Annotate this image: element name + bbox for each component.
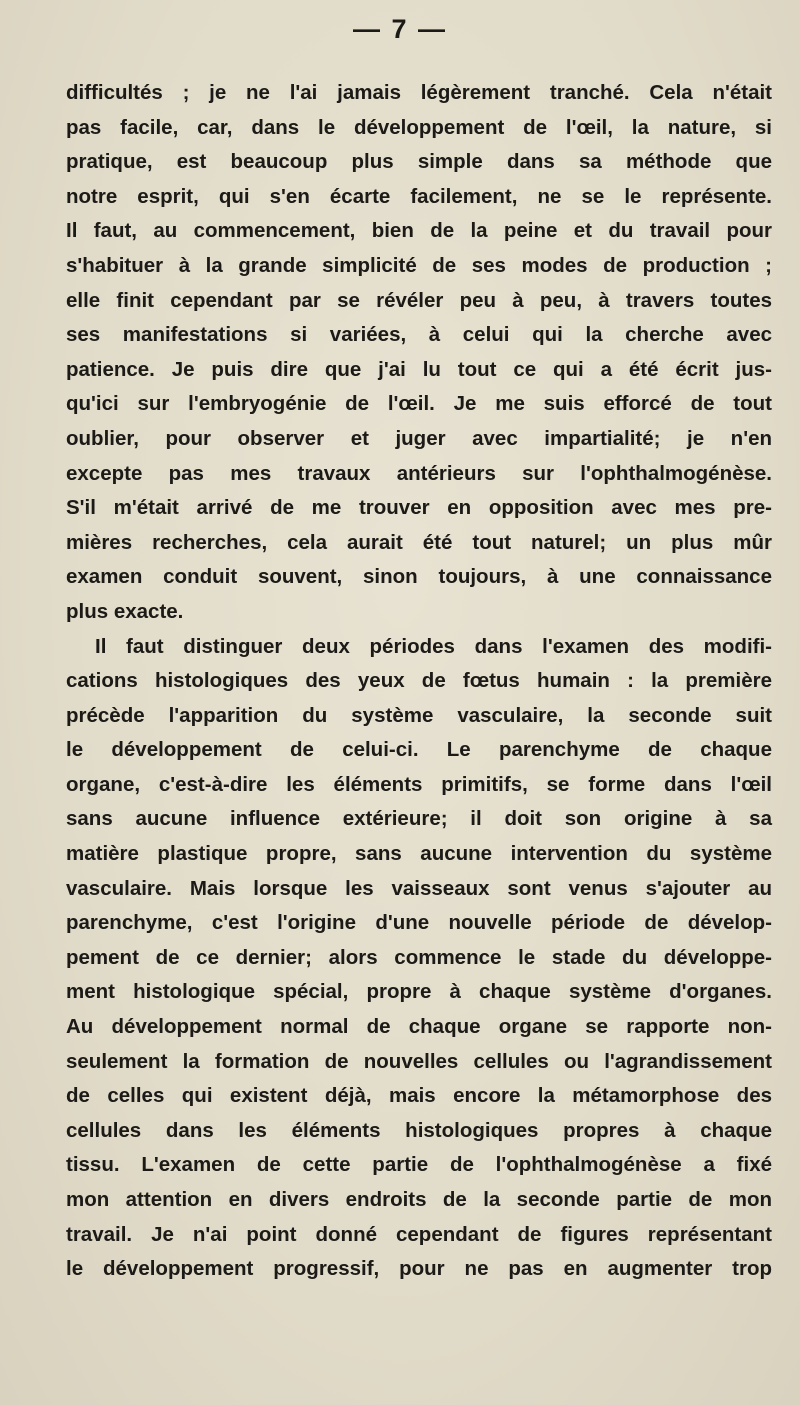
text-line: Il faut, au commencement, bien de la peine et du travail pour bbox=[66, 219, 772, 243]
text-line: examen conduit souvent, sinon toujours, à une connaissance bbox=[66, 565, 772, 589]
text-line: qu'ici sur l'embryogénie de l'œil. Je me suis efforcé de tout bbox=[66, 392, 772, 416]
text-line: seulement la formation de nouvelles cellules ou l'agrandissement bbox=[66, 1049, 772, 1073]
text-line: S'il m'était arrivé de me trouver en opposition avec mes pre- bbox=[66, 496, 772, 520]
text-line: pas facile, car, dans le développement de l'œil, la nature, si bbox=[66, 115, 772, 139]
text-line: pement de ce dernier; alors commence le stade du développe- bbox=[66, 945, 772, 969]
text-line: ment histologique spécial, propre à chaque système d'organes. bbox=[66, 980, 772, 1004]
text-line: ses manifestations si variées, à celui qui la cherche avec bbox=[66, 323, 772, 347]
text-line: travail. Je n'ai point donné cependant de figures représentant bbox=[66, 1222, 772, 1246]
text-line: excepte pas mes travaux antérieurs sur l'ophthalmogénèse. bbox=[66, 461, 772, 485]
text-line: pratique, est beaucoup plus simple dans sa méthode que bbox=[66, 150, 772, 174]
text-line: plus exacte. bbox=[66, 599, 184, 623]
text-line: de celles qui existent déjà, mais encore la métamorphose des bbox=[66, 1084, 772, 1108]
text-line: difficultés ; je ne l'ai jamais légèrement tranché. Cela n'était bbox=[66, 81, 772, 104]
text-line: cations histologiques des yeux de fœtus humain : la première bbox=[66, 669, 772, 693]
text-line: Au développement normal de chaque organe se rapporte non- bbox=[66, 1015, 772, 1039]
text-line: Il faut distinguer deux périodes dans l'examen des modifi- bbox=[95, 634, 772, 658]
text-line: sans aucune influence extérieure; il doit son origine à sa bbox=[66, 807, 772, 831]
text-line: matière plastique propre, sans aucune intervention du système bbox=[66, 842, 772, 866]
text-line: le développement progressif, pour ne pas en augmenter trop bbox=[66, 1257, 772, 1281]
body-text bbox=[66, 76, 772, 1287]
text-line: organe, c'est-à-dire les éléments primitifs, se forme dans l'œil bbox=[66, 772, 772, 796]
text-line: cellules dans les éléments histologiques propres à chaque bbox=[66, 1118, 772, 1142]
text-line: mon attention en divers endroits de la seconde partie de mon bbox=[66, 1188, 772, 1211]
text-line: patience. Je puis dire que j'ai lu tout ce qui a été écrit jus- bbox=[66, 357, 772, 381]
text-line: précède l'apparition du système vasculaire, la seconde suit bbox=[66, 703, 772, 727]
text-line: oublier, pour observer et juger avec impartialité; je n'en bbox=[66, 426, 772, 450]
text-line: tissu. L'examen de cette partie de l'ophthalmogénèse a fixé bbox=[66, 1153, 772, 1177]
page-number: — 7 — bbox=[352, 14, 448, 44]
text-line: le développement de celui-ci. Le parenchyme de chaque bbox=[66, 738, 772, 762]
text-line: vasculaire. Mais lorsque les vaisseaux sont venus s'ajouter au bbox=[66, 876, 772, 900]
text-line: notre esprit, qui s'en écarte facilement, ne se le représente. bbox=[66, 184, 772, 208]
text-line: elle finit cependant par se révéler peu à peu, à travers toutes bbox=[66, 288, 772, 312]
text-line: s'habituer à la grande simplicité de ses modes de production ; bbox=[66, 253, 772, 277]
text-line: parenchyme, c'est l'origine d'une nouvelle période de dévelop- bbox=[66, 911, 772, 935]
text-line: mières recherches, cela aurait été tout naturel; un plus mûr bbox=[66, 530, 772, 554]
